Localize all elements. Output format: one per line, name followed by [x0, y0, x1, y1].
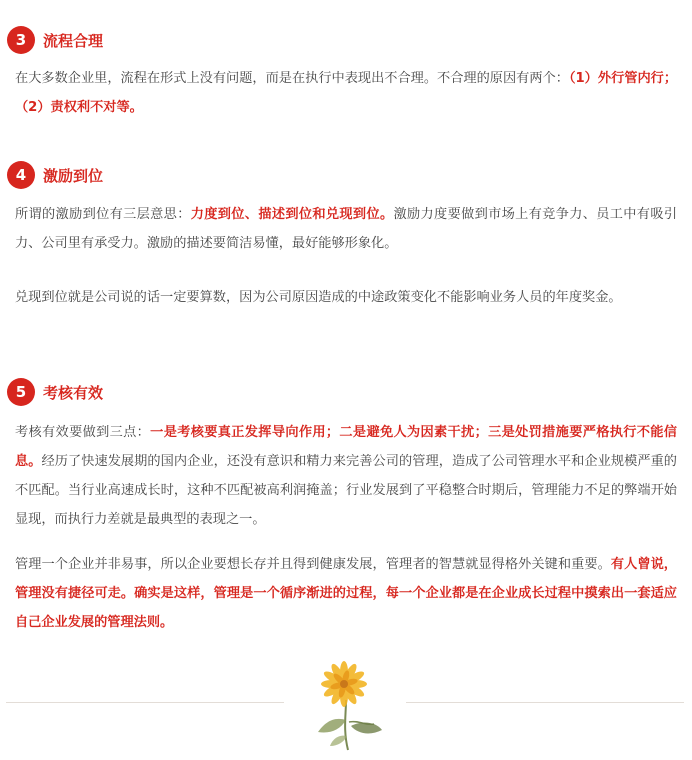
highlight-text: 有人曾说，管理没有捷径可走。确实是这样，管理是一个循序渐进的过程，每一个企业都是在企业成长过程中摸索出一套适应自己企业发展的管理法则。	[15, 557, 677, 630]
section-4-paragraph-2	[15, 283, 677, 312]
section-number-badge: 4	[7, 161, 35, 189]
section-5-paragraph-1	[15, 418, 677, 534]
section-4-paragraph-1	[15, 200, 677, 258]
divider-right	[406, 702, 684, 703]
paragraph-text: 在大多数企业里，流程在形式上没有问题，而是在执行中表现出不合理。不合理的原因有两个：	[15, 71, 569, 86]
paragraph-text: 兑现到位就是公司说的话一定要算数，因为公司原因造成的中途政策变化不能影响业务人员的年度奖金。	[15, 290, 622, 305]
section-number-badge: 5	[7, 378, 35, 406]
section-3-header	[7, 26, 103, 54]
paragraph-text: 所谓的激励到位有三层意思：	[15, 207, 191, 222]
section-4-header	[7, 161, 103, 189]
highlight-text: 力度到位、描述到位和兑现到位。	[190, 207, 394, 222]
section-title: 考核有效	[43, 383, 104, 402]
section-number-badge: 3	[7, 26, 35, 54]
paragraph-text: 考核有效要做到三点：	[15, 425, 151, 440]
section-3-paragraph-1	[15, 64, 677, 122]
highlight-text: 一是考核要真正发挥导向作用；二是避免人为因素干扰；三是处罚措施要严格执行不能信息。	[15, 425, 677, 469]
section-title: 流程合理	[43, 31, 104, 50]
paragraph-text: 经历了快速发展期的国内企业，还没有意识和精力来完善公司的管理，造成了公司管理水平和企业规模严重的不匹配。当行业高速成长时，这种不匹配被高利润掩盖；行业发展到了平稳整合时期后，管理能力不足的弊端开始显现，而执行力差就是最典型的表现之一。	[15, 454, 677, 527]
chrysanthemum-flower-icon	[296, 660, 396, 752]
section-5-header	[7, 378, 103, 406]
section-title: 激励到位	[43, 166, 104, 185]
divider-left	[6, 702, 284, 703]
paragraph-text: 激励力度要做到市场上有竞争力、员工中有吸引力、公司里有承受力。激励的描述要简洁易懂，最好能够形象化。	[15, 207, 678, 251]
highlight-text: （1）外行管内行；（2）责权利不对等。	[15, 71, 678, 115]
section-5-paragraph-2	[15, 550, 677, 637]
paragraph-text: 管理一个企业并非易事，所以企业要想长存并且得到健康发展，管理者的智慧就显得格外关键和重要。	[15, 557, 611, 572]
